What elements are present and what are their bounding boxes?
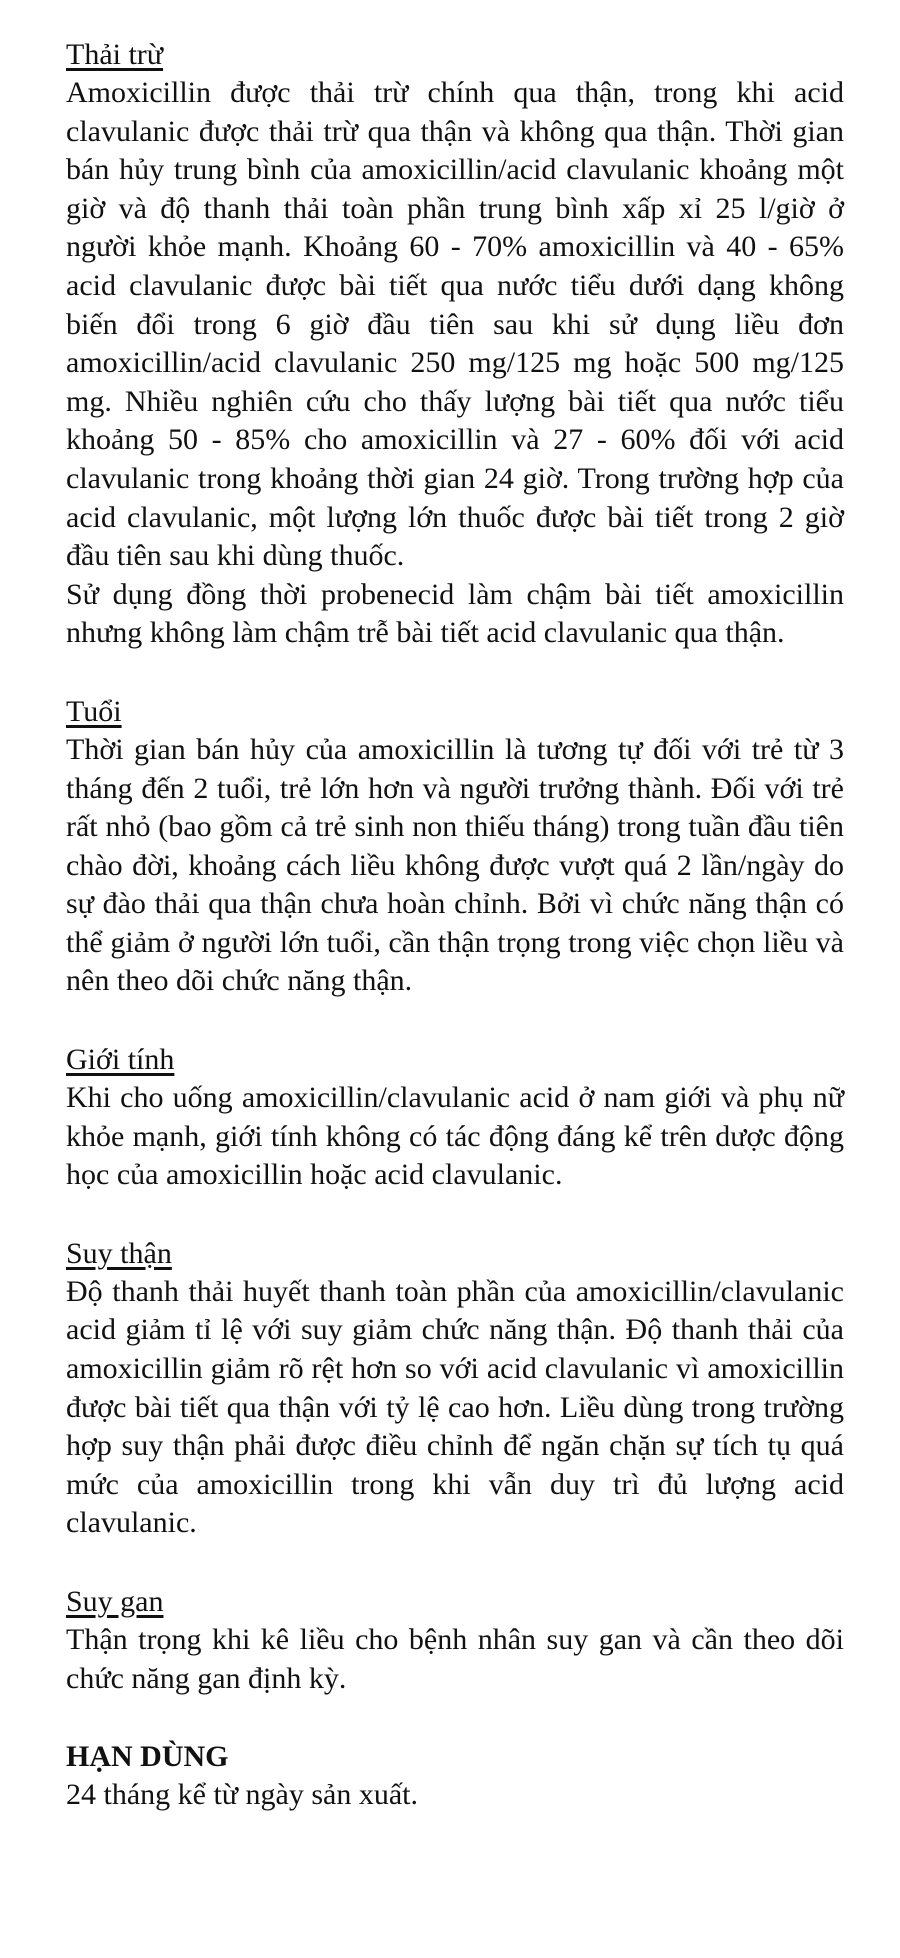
shelf-life-title: HẠN DÙNG xyxy=(66,1740,229,1774)
section-elimination xyxy=(66,36,844,653)
section-shelf-life xyxy=(66,1738,844,1815)
paragraph: Khi cho uống amoxicillin/clavulanic acid ở nam giới và phụ nữ khỏe mạnh, giới tính không có tác động đáng kể trên dược động học của amoxicillin hoặc acid clavulanic. xyxy=(66,1081,844,1192)
paragraph: Độ thanh thải huyết thanh toàn phần của amoxicillin/clavulanic acid giảm tỉ lệ với suy giảm chức năng thận. Độ thanh thải của amoxicillin giảm rõ rệt hơn so với acid clavulanic vì amoxicillin được bài tiết qua thận với tỷ lệ cao hơn. Liều dùng trong trường hợp suy thận phải được điều chỉnh để ngăn chặn sự tích tụ quá mức của amoxicillin trong khi vẫn duy trì đủ lượng acid clavulanic. xyxy=(66,1274,844,1540)
paragraph: Thận trọng khi kê liều cho bệnh nhân suy gan và cần theo dõi chức năng gan định kỳ. xyxy=(66,1623,844,1695)
document-page xyxy=(66,36,844,1815)
section-gender xyxy=(66,1041,844,1195)
shelf-life-text: 24 tháng kể từ ngày sản xuất. xyxy=(66,1778,419,1812)
section-renal-impairment xyxy=(66,1235,844,1543)
section-heading: Thải trừ xyxy=(66,38,164,71)
section-heading: Tuổi xyxy=(66,694,122,728)
section-hepatic-impairment xyxy=(66,1583,844,1698)
paragraph: Thời gian bán hủy của amoxicillin là tương tự đối với trẻ từ 3 tháng đến 2 tuổi, trẻ lớn hơn và người trưởng thành. Đối với trẻ rất nhỏ (bao gồm cả trẻ sinh non thiếu tháng) trong tuần đầu tiên chào đời, khoảng cách liều không được vượt quá 2 lần/ngày do sự đào thải qua thận chưa hoàn chỉnh. Bởi vì chức năng thận có thể giảm ở người lớn tuổi, cần thận trọng trong việc chọn liều và nên theo dõi chức năng thận. xyxy=(66,732,844,998)
section-heading: Giới tính xyxy=(66,1043,175,1077)
section-age xyxy=(66,693,844,1001)
section-heading: Suy gan xyxy=(66,1585,164,1618)
paragraph: Amoxicillin được thải trừ chính qua thận, trong khi acid clavulanic được thải trừ qua thận và không qua thận. Thời gian bán hủy trung bình của amoxicillin/acid clavulanic khoảng một giờ và độ thanh thải toàn phần trung bình xấp xỉ 25 l/giờ ở người khỏe mạnh. Khoảng 60 - 70% amoxicillin và 40 - 65% acid clavulanic được bài tiết qua nước tiểu dưới dạng không biến đổi trong 6 giờ đầu tiên sau khi sử dụng liều đơn amoxicillin/acid clavulanic 250 mg/125 mg hoặc 500 mg/125 mg. Nhiều nghiên cứu cho thấy lượng bài tiết qua nước tiểu khoảng 50 - 85% cho amoxicillin và 27 - 60% đối với acid clavulanic trong khoảng thời gian 24 giờ. Trong trường hợp của acid clavulanic, một lượng lớn thuốc được bài tiết trong 2 giờ đầu tiên sau khi dùng thuốc. xyxy=(66,76,844,573)
paragraph: Sử dụng đồng thời probenecid làm chậm bài tiết amoxicillin nhưng không làm chậm trễ bài tiết acid clavulanic qua thận. xyxy=(66,577,844,650)
section-heading: Suy thận xyxy=(66,1236,172,1270)
